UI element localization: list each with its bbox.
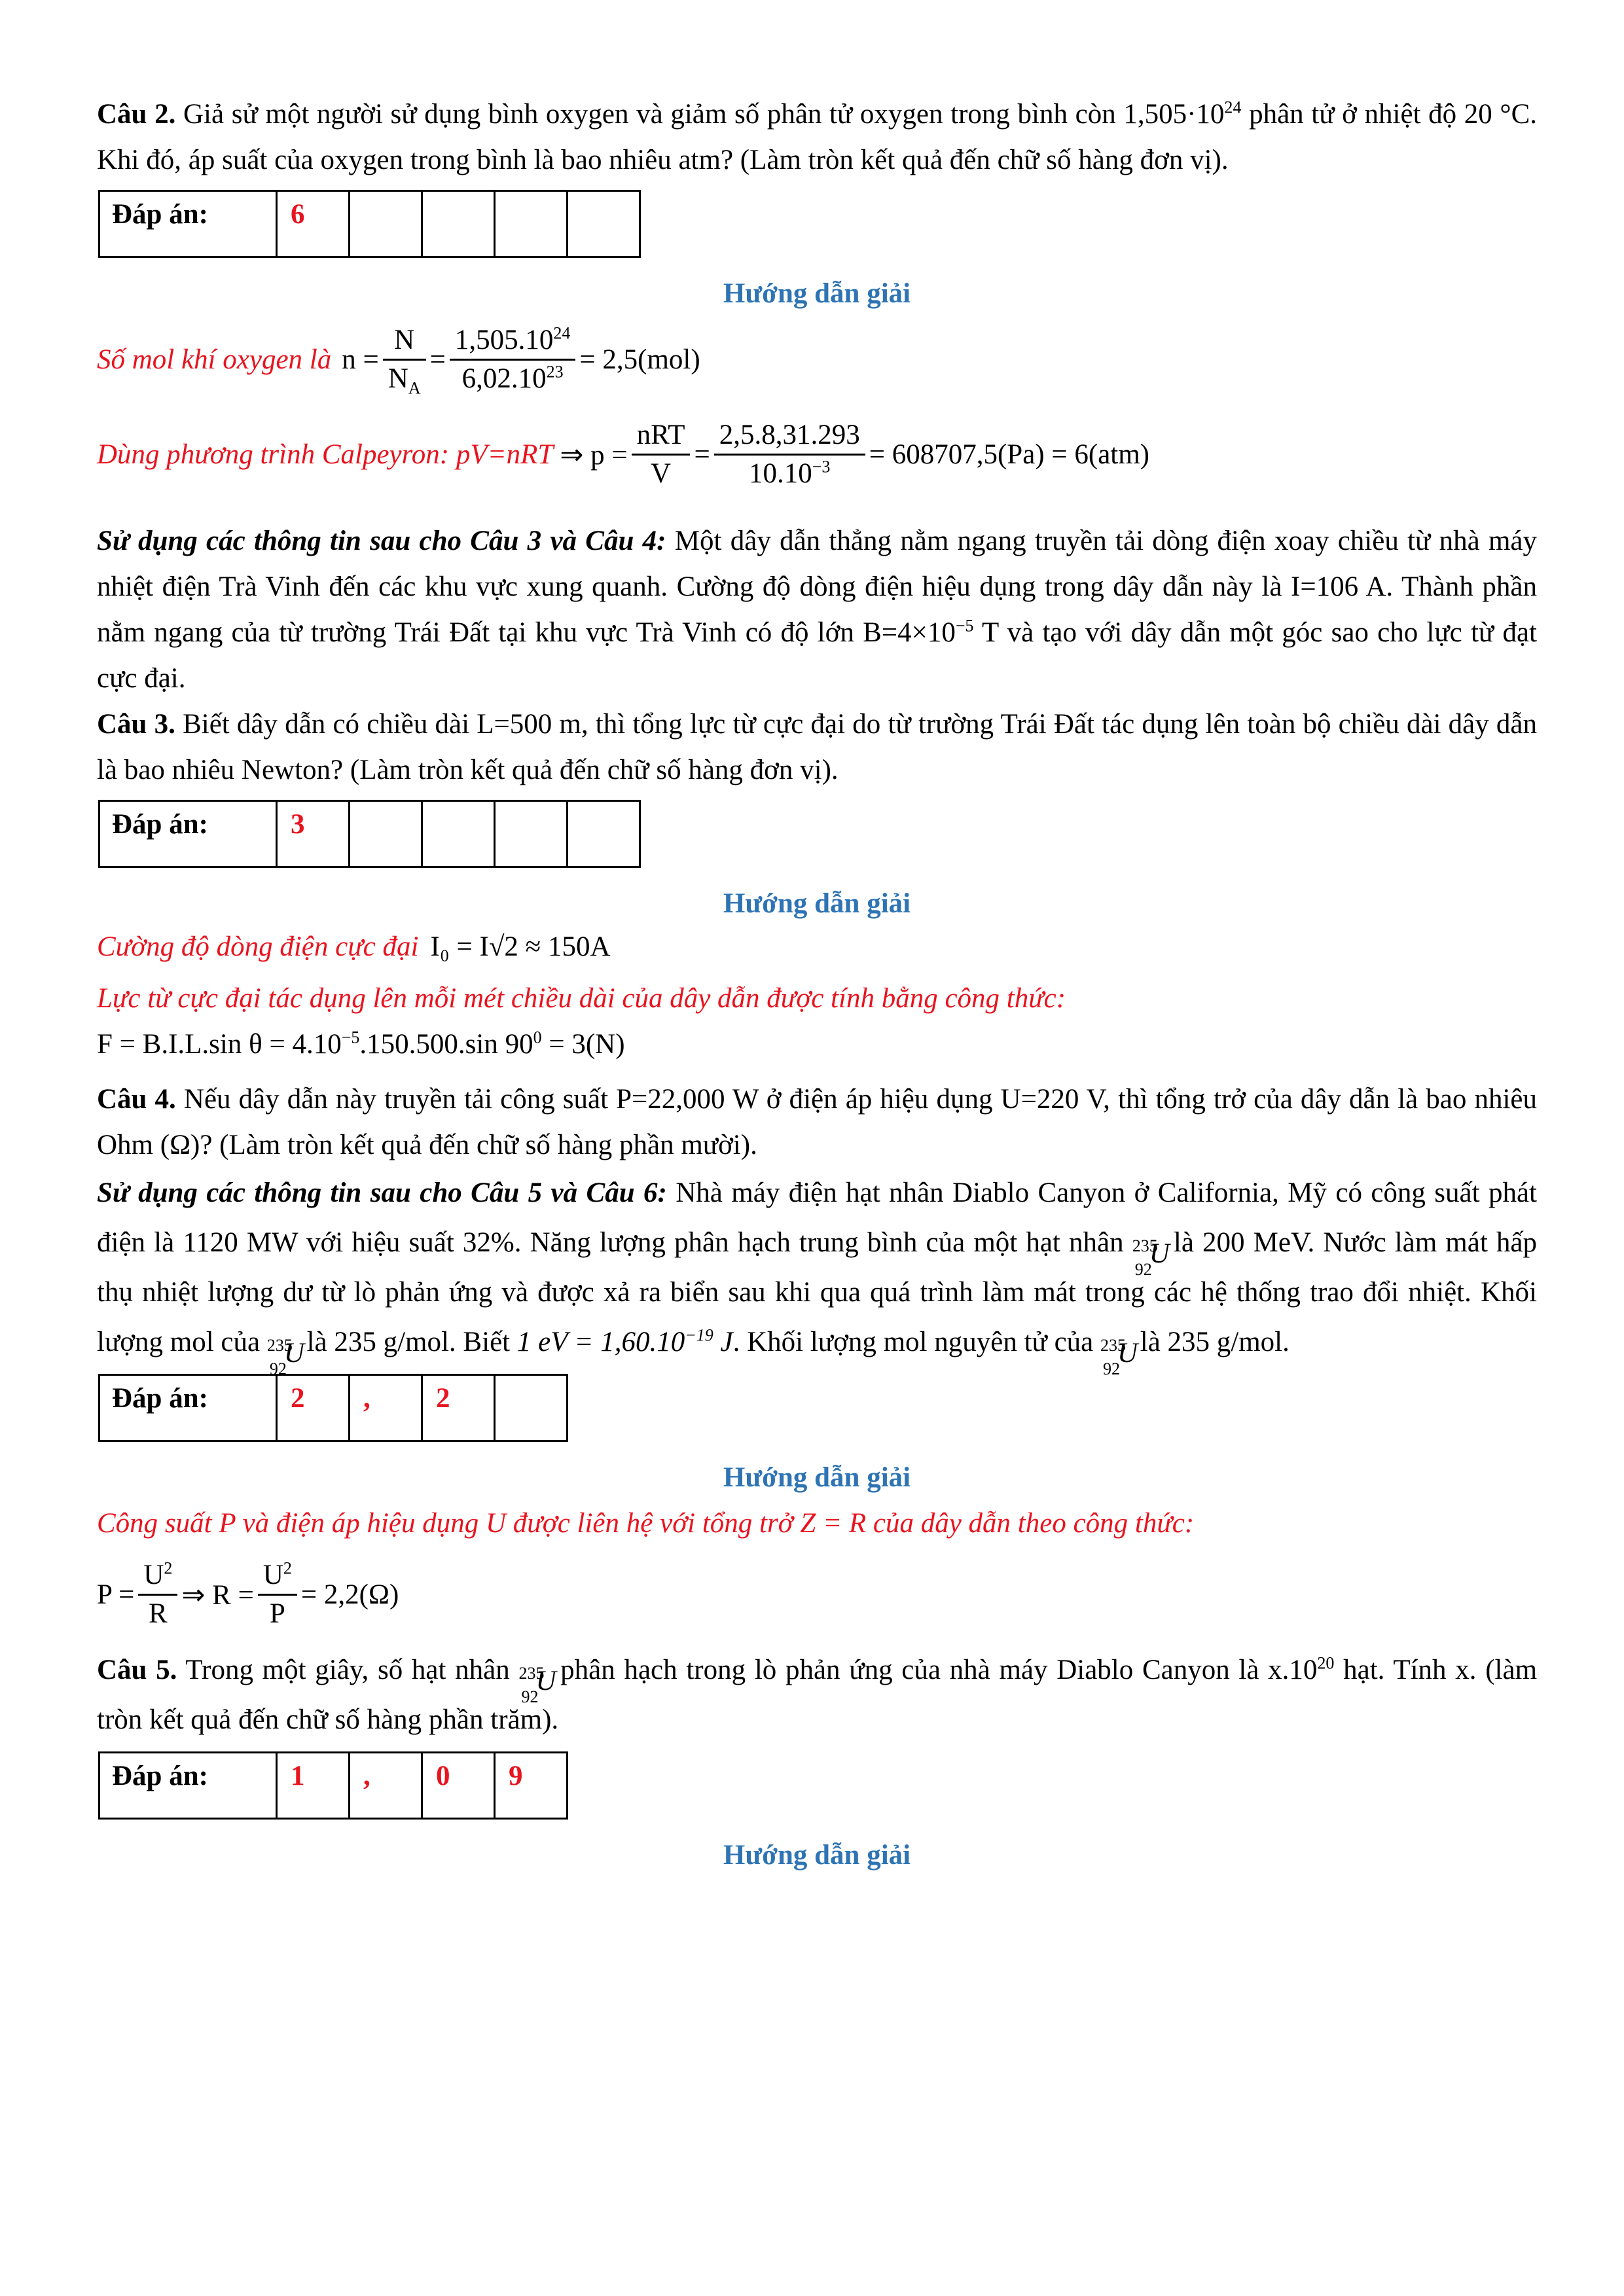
answer-cell [350,191,422,257]
answer-cell: 0 [422,1753,495,1819]
answer-cell [422,801,495,867]
guide-heading-q5: Hướng dẫn giải [723,1840,911,1871]
answer-table-q4 [98,1374,568,1442]
answer-table-q3 [98,800,641,868]
answer-cell: 6 [277,191,350,257]
info-q3-q4: Sử dụng các thông tin sau cho Câu 3 và Câu 4: Một dây dẫn thẳng nằm ngang truyền tải dòng điện xoay chiều từ nhà máy nhiệt điện Trà Vinh đến các khu vực xung quanh. Cường độ dòng điện hiệu dụng trong dây dẫn này là I=106 A. Thành phần nằm ngang của từ trường Trái Đất tại khu vực Trà Vinh có độ lớn $B=4\times 10^{-5}$ T và tạo với dây dẫn một góc sao cho lực từ đạt cực đại. [97,526,1538,694]
question-3: Câu 3. Biết dây dẫn có chiều dài L=500 m, thì tổng lực từ cực đại do từ trường Trái Đất tác dụng lên toàn bộ chiều dài dây dẫn là bao nhiêu Newton? (Làm tròn kết quả đến chữ số hàng đơn vị). [97,709,1538,785]
guide-heading-q3: Hướng dẫn giải [723,888,911,919]
answer-cell [350,801,422,867]
solution-q3-formula: F = B.I.L.sin $\theta = 4.10^{-5}.150.500.\sin$ $90^0 = 3(N)$ [97,1028,625,1060]
answer-table-q5 [98,1751,568,1820]
guide-heading-q2: Hướng dẫn giải [723,278,911,309]
answer-table-q2 [98,190,641,258]
answer-cell: , [350,1375,422,1441]
answer-cell [568,191,640,257]
answer-cell: , [350,1753,422,1819]
answer-cell: 2 [277,1375,350,1441]
question-4: Câu 4. Nếu dây dẫn này truyền tải công suất P=22,000 W ở điện áp hiệu dụng U=220 V, thì tổng trở của dây dẫn là bao nhiêu Ohm (Ω)? (Làm tròn kết quả đến chữ số hàng phần mười). [97,1084,1538,1160]
question-5: Câu 5. Trong một giây, số hạt nhân 235 92 U phân hạch trong lò phản ứng của nhà máy Diablo Canyon là $x.10^{20}$ hạt. Tính x. (làm tròn kết quả đến chữ số hàng phần trăm). [97,1653,1538,1735]
answer-cell: 1 [277,1753,350,1819]
uranium-235-symbol: 235 92 U [518,1664,556,1707]
answer-cell [495,191,568,257]
answer-cell: 2 [422,1375,495,1441]
solution-q2-line1: Số mol khí oxygen là n = $\frac{N}{N_A}$ = $\frac{1,505.10^{24}}{6,02.10^{23}}$ = 2,5(mol) [97,322,1537,397]
answer-cell: 9 [495,1753,568,1819]
uranium-235-symbol: 235 92 U [1132,1236,1170,1280]
solution-q4-line1: Công suất P và điện áp hiệu dụng U được liên hệ với tổng trở Z = R của dây dẫn theo công thức: [97,1508,1195,1539]
answer-label: Đáp án: [99,191,277,257]
answer-cell: 3 [277,801,350,867]
answer-label: Đáp án: [99,1375,277,1441]
answer-cell [568,801,640,867]
answer-cell [495,801,568,867]
uranium-235-symbol: 235 92 U [266,1336,304,1379]
guide-heading-q4: Hướng dẫn giải [723,1462,911,1493]
solution-q2-line2: Dùng phương trình Calpeyron: pV=nRT ⇒ p = $\frac{\text{nRT}}{V}$ = $\frac{2,5.8,31.293}{10.10^{-3}}$ = 608707,5(Pa) = 6(atm) [97,417,1537,492]
solution-q3-line2: Lực từ cực đại tác dụng lên mỗi mét chiều dài của dây dẫn được tính bằng công thức: [97,983,1066,1014]
answer-cell [422,191,495,257]
answer-label: Đáp án: [99,801,277,867]
answer-label: Đáp án: [99,1753,277,1819]
answer-cell [495,1375,568,1441]
solution-q3-line1: Cường độ dòng điện cực đại I₀ = I√2 ≈ 150A [97,931,611,962]
uranium-235-symbol: 235 92 U [1100,1336,1138,1379]
solution-q4-formula: P = $\frac{U^2}{R}$ ⇒ R = $\frac{U^2}{P}$ = 2,2(Ω) [97,1557,1537,1632]
info-q5-q6: Sử dụng các thông tin sau cho Câu 5 và Câu 6: Nhà máy điện hạt nhân Diablo Canyon ở California, Mỹ có công suất phát điện là 1120 MW với hiệu suất 32%. Năng lượng phân hạch trung bình của một hạt nhân 235 92 U là 200 MeV. Nước làm mát hấp thụ nhiệt lượng dư từ lò phản ứng và được xả ra biển sau khi qua quá trình làm mát trong các hệ thống trao đổi nhiệt. Khối lượng mol của 235 92 U là 235 g/mol. Biết 1 eV = $1,60.10^{-19}$ J. Khối lượng mol nguyên tử của 235 92 U là 235 g/mol. [97,1177,1538,1379]
question-2: Câu 2. Giả sử một người sử dụng bình oxygen và giảm số phân tử oxygen trong bình còn $1,505\cdot 10^{24}$ phân tử ở nhiệt độ 20 °C. Khi đó, áp suất của oxygen trong bình là bao nhiêu atm? (Làm tròn kết quả đến chữ số hàng đơn vị). [97,98,1538,175]
document-page [97,92,1537,1878]
